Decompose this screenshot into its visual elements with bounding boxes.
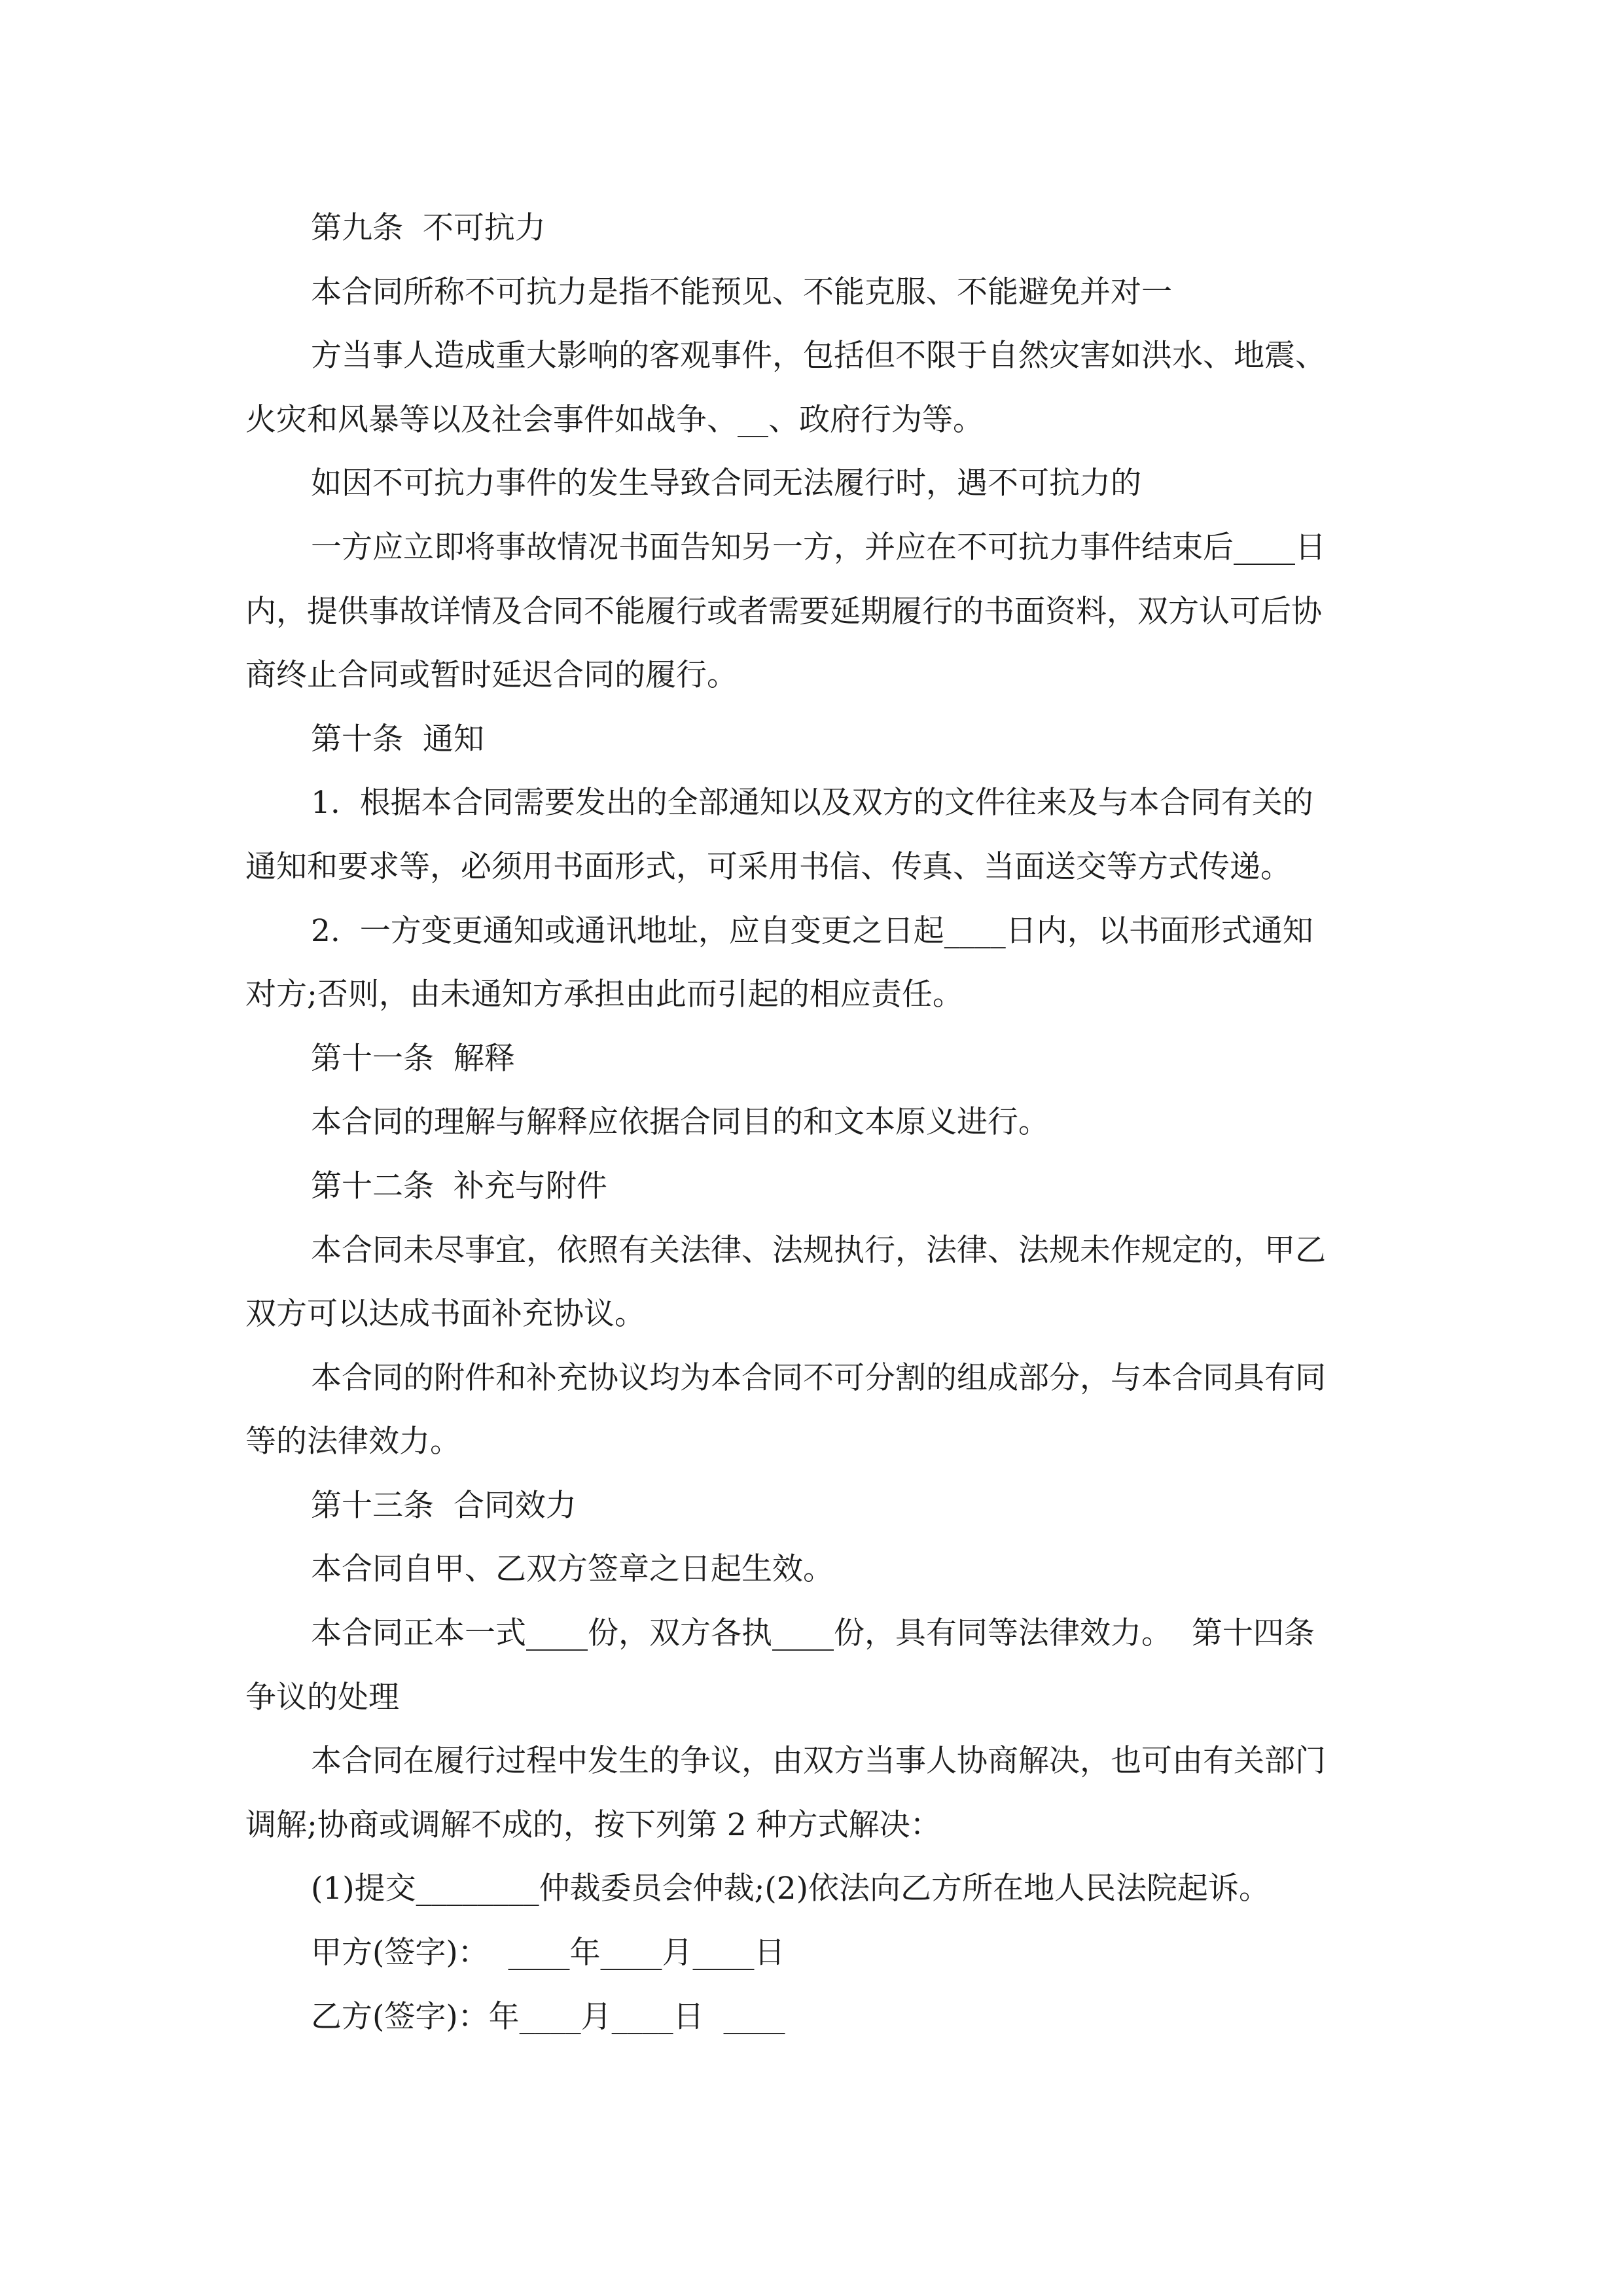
- text-line: 第十三条 合同效力: [311, 1487, 577, 1524]
- text-line: 双方可以达成书面补充协议。: [245, 1296, 645, 1333]
- text-line: 通知和要求等，必须用书面形式，可采用书信、传真、当面送交等方式传递。: [245, 848, 1291, 885]
- text-line: 第九条 不可抗力: [311, 210, 546, 246]
- text-line: 本合同的理解与解释应依据合同目的和文本原义进行。: [311, 1104, 1049, 1141]
- text-line: 本合同正本一式____份，双方各执____份，具有同等法律效力。 第十四条: [311, 1615, 1315, 1652]
- text-line: 火灾和风暴等以及社会事件如战争、__、政府行为等。: [245, 401, 984, 438]
- text-line: 调解;协商或调解不成的，按下列第 2 种方式解决：: [245, 1806, 941, 1843]
- text-line: (1)提交________仲裁委员会仲裁;(2)依法向乙方所在地人民法院起诉。: [311, 1871, 1270, 1907]
- text-line: 2. 一方变更通知或通讯地址，应自变更之日起____日内，以书面形式通知: [311, 912, 1313, 949]
- text-line: 甲方(签字)： ____年____月____日: [311, 1935, 785, 1971]
- text-line: 方当事人造成重大影响的客观事件，包括但不限于自然灾害如洪水、地震、: [311, 338, 1326, 374]
- text-line: 争议的处理: [245, 1679, 399, 1715]
- text-line: 本合同所称不可抗力是指不能预见、不能克服、不能避免并对一: [311, 274, 1172, 310]
- text-line: 等的法律效力。: [245, 1424, 461, 1460]
- text-line: 对方;否则，由未通知方承担由此而引起的相应责任。: [245, 977, 963, 1013]
- text-line: 商终止合同或暂时延迟合同的履行。: [245, 657, 738, 694]
- text-line: 本合同在履行过程中发生的争议，由双方当事人协商解决，也可由有关部门: [311, 1743, 1326, 1780]
- text-line: 一方应立即将事故情况书面告知另一方，并应在不可抗力事件结束后____日: [311, 529, 1326, 565]
- text-line: 本合同的附件和补充协议均为本合同不可分割的组成部分，与本合同具有同: [311, 1359, 1326, 1396]
- text-line: 乙方(签字)：年____月____日 ____: [311, 1998, 785, 2035]
- text-line: 如因不可抗力事件的发生导致合同无法履行时，遇不可抗力的: [311, 465, 1141, 502]
- text-line: 本合同自甲、乙双方签章之日起生效。: [311, 1551, 834, 1588]
- text-line: 1. 根据本合同需要发出的全部通知以及双方的文件往来及与本合同有关的: [311, 785, 1313, 821]
- text-line: 第十条 通知: [311, 721, 484, 757]
- contract-text: [245, 196, 1400, 2049]
- text-line: 第十一条 解释: [311, 1040, 515, 1077]
- text-line: 内，提供事故详情及合同不能履行或者需要延期履行的书面资料，双方认可后协: [245, 593, 1322, 630]
- text-line: 本合同未尽事宜，依照有关法律、法规执行，法律、法规未作规定的，甲乙: [311, 1232, 1326, 1268]
- text-line: 第十二条 补充与附件: [311, 1168, 607, 1204]
